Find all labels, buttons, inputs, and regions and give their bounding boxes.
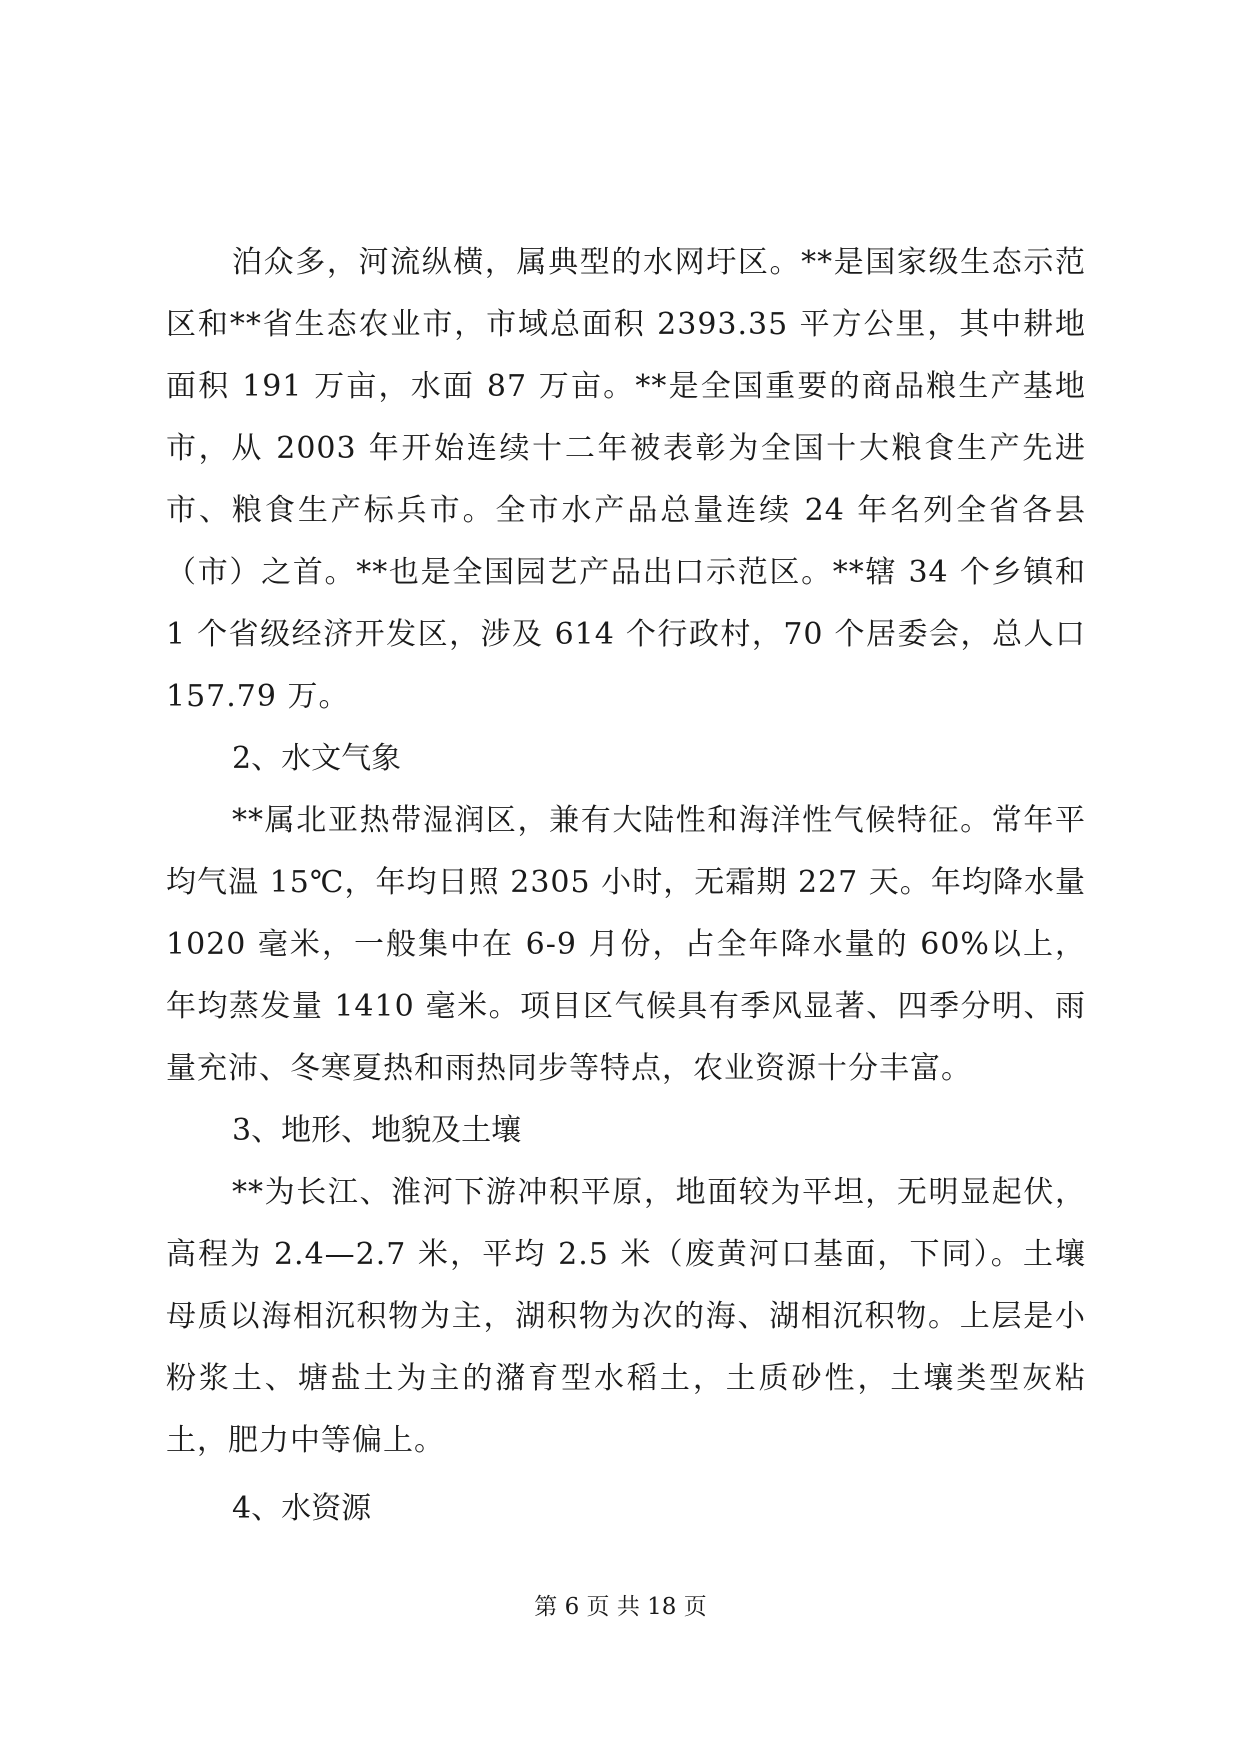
- paragraph-climate: **属北亚热带湿润区，兼有大陆性和海洋性气候特征。常年平均气温 15℃，年均日照 2305 小时，无霜期 227 天。年均降水量 1020 毫米，一般集中在 6-9 月份，占全年降水量的 60%以上，年均蒸发量 1410 毫米。项目区气候具有季风显著、四季分明、雨量充沛、冬寒夏热和雨热同步等特点，农业资源十分丰富。: [166, 803, 1086, 1086]
- section-heading-hydrology-meteorology: 2、水文气象: [232, 741, 402, 776]
- document-body: [166, 232, 1086, 1540]
- section-heading-water-resources: 4、水资源: [232, 1491, 372, 1526]
- page-number-footer: 第 6 页 共 18 页: [534, 1594, 707, 1620]
- paragraph-terrain: **为长江、淮河下游冲积平原，地面较为平坦，无明显起伏，高程为 2.4—2.7 米，平均 2.5 米（废黄河口基面，下同）。土壤母质以海相沉积物为主，湖积物为次的海、湖相沉积物。上层是小粉浆土、塘盐土为主的潴育型水稻土，土质砂性，土壤类型灰粘土，肥力中等偏上。: [166, 1175, 1086, 1458]
- paragraph-overview: 泊众多，河流纵横，属典型的水网圩区。**是国家级生态示范区和**省生态农业市，市域总面积 2393.35 平方公里，其中耕地面积 191 万亩，水面 87 万亩。**是全国重要的商品粮生产基地市，从 2003 年开始连续十二年被表彰为全国十大粮食生产先进市、粮食生产标兵市。全市水产品总量连续 24 年名列全省各县（市）之首。**也是全国园艺产品出口示范区。**辖 34 个乡镇和 1 个省级经济开发区，涉及 614 个行政村，70 个居委会，总人口 157.79 万。: [166, 245, 1086, 714]
- section-heading-terrain-soil: 3、地形、地貌及土壤: [232, 1113, 522, 1148]
